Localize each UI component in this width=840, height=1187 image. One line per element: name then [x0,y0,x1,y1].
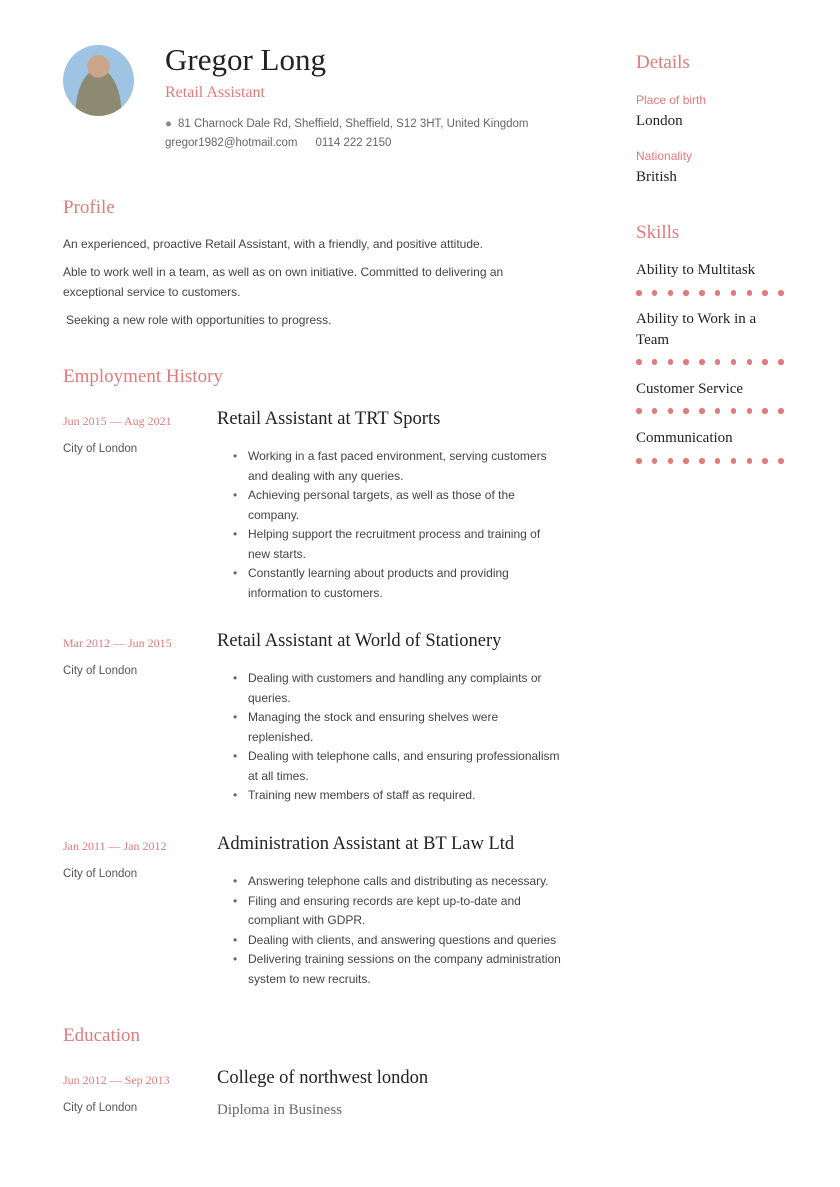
nationality-label: Nationality [636,149,693,163]
job-bullets [233,669,563,806]
skill-dot [683,458,689,464]
skill-dot [778,458,784,464]
contact-line [165,137,409,149]
education-school: College of northwest london [217,1068,429,1088]
list-item: • Dealing with clients, and answering questions and queries [233,931,573,951]
skill-dot [636,359,642,365]
place-of-birth-label: Place of birth [636,93,707,107]
skill-dot [683,359,689,365]
skill-dot [747,408,753,414]
list-item: • Managing the stock and ensuring shelves were replenished. [233,708,563,747]
skill-name: Ability to Multitask [636,262,756,278]
skill-dot [715,359,721,365]
skill-dot [652,458,658,464]
list-item: • Achieving personal targets, as well as those of the company. [233,486,563,525]
skill-dot [699,408,705,414]
skill-dot [699,290,705,296]
skill-dot [778,290,784,296]
skill-dot [652,359,658,365]
job-city: City of London [63,665,138,677]
skill-dot [683,290,689,296]
job-title: Retail Assistant at World of Stationery [217,631,502,651]
skill-dot [747,458,753,464]
education-heading: Education [63,1025,141,1046]
skill-dot [668,458,674,464]
employment-heading: Employment History [63,366,223,387]
list-item: • Training new members of staff as required. [233,786,563,806]
skill-level [636,290,784,296]
place-of-birth: London [636,113,683,129]
list-item: • Filing and ensuring records are kept up-to-date and compliant with GDPR. [233,892,573,931]
skill-dot [699,359,705,365]
skill-dot [683,408,689,414]
email: gregor1982@hotmail.com [165,137,298,149]
job-title: Retail Assistant at TRT Sports [217,409,441,429]
skill-dot [731,408,737,414]
skill-level [636,458,784,464]
skill-dot [731,290,737,296]
skill-dot [652,408,658,414]
list-item: • Constantly learning about products and providing information to customers. [233,564,563,603]
list-item: • Delivering training sessions on the company administration system to new recruits. [233,950,573,989]
education-city: City of London [63,1102,138,1114]
skill-dot [668,408,674,414]
skill-dot [668,290,674,296]
skill-dot [715,290,721,296]
skill-dot [636,408,642,414]
job-city: City of London [63,868,138,880]
skill-name: Communication [636,430,733,446]
skill-dot [747,359,753,365]
skill-dot [778,408,784,414]
nationality: British [636,169,677,185]
skill-level [636,408,784,414]
job-title: Administration Assistant at BT Law Ltd [217,834,515,854]
list-item: • Answering telephone calls and distributing as necessary. [233,872,573,892]
skill-dot [762,359,768,365]
skill-dot [636,290,642,296]
skill-dot [636,458,642,464]
education-degree: Diploma in Business [217,1102,343,1118]
skill-dot [762,408,768,414]
skill-dot [652,290,658,296]
skill-name: Customer Service [636,381,744,397]
profile-paragraph: Able to work well in a team, as well as on own initiative. Committed to delivering an exceptional service to customers. [63,265,504,299]
list-item: • Working in a fast paced environment, serving customers and dealing with any queries. [233,447,563,486]
skill-dot [731,359,737,365]
address: ● 81 Charnock Dale Rd, Sheffield, Sheffield, S12 3HT, United Kingdom [165,118,529,130]
skill-level [636,359,784,365]
skill-dot [762,458,768,464]
skill-dot [668,359,674,365]
skill-dot [715,408,721,414]
skill-dot [762,290,768,296]
list-item: • Helping support the recruitment process and training of new starts. [233,525,563,564]
details-heading: Details [636,52,690,73]
profile-heading: Profile [63,197,115,218]
job-dates: Jan 2011 — Jan 2012 [63,839,167,853]
skills-heading: Skills [636,222,680,243]
job-bullets [233,872,573,989]
candidate-name: Gregor Long [165,42,326,77]
education-dates: Jun 2012 — Sep 2013 [63,1073,170,1087]
skill-dot [747,290,753,296]
list-item: • Dealing with telephone calls, and ensuring professionalism at all times. [233,747,563,786]
job-dates: Mar 2012 — Jun 2015 [63,636,172,650]
profile-paragraph: An experienced, proactive Retail Assistant, with a friendly, and positive attitude. [63,237,484,251]
skill-dot [699,458,705,464]
skill-dot [715,458,721,464]
profile-paragraph: Seeking a new role with opportunities to progress. [66,313,332,327]
phone: 0114 222 2150 [315,137,392,149]
map-pin-icon: ● [165,118,172,130]
skill-name: Ability to Work in a Team [636,311,757,348]
job-dates: Jun 2015 — Aug 2021 [63,414,172,428]
candidate-role: Retail Assistant [165,84,265,101]
avatar [63,45,134,116]
job-city: City of London [63,443,138,455]
job-bullets [233,447,563,603]
skill-dot [778,359,784,365]
list-item: • Dealing with customers and handling any complaints or queries. [233,669,563,708]
skill-dot [731,458,737,464]
